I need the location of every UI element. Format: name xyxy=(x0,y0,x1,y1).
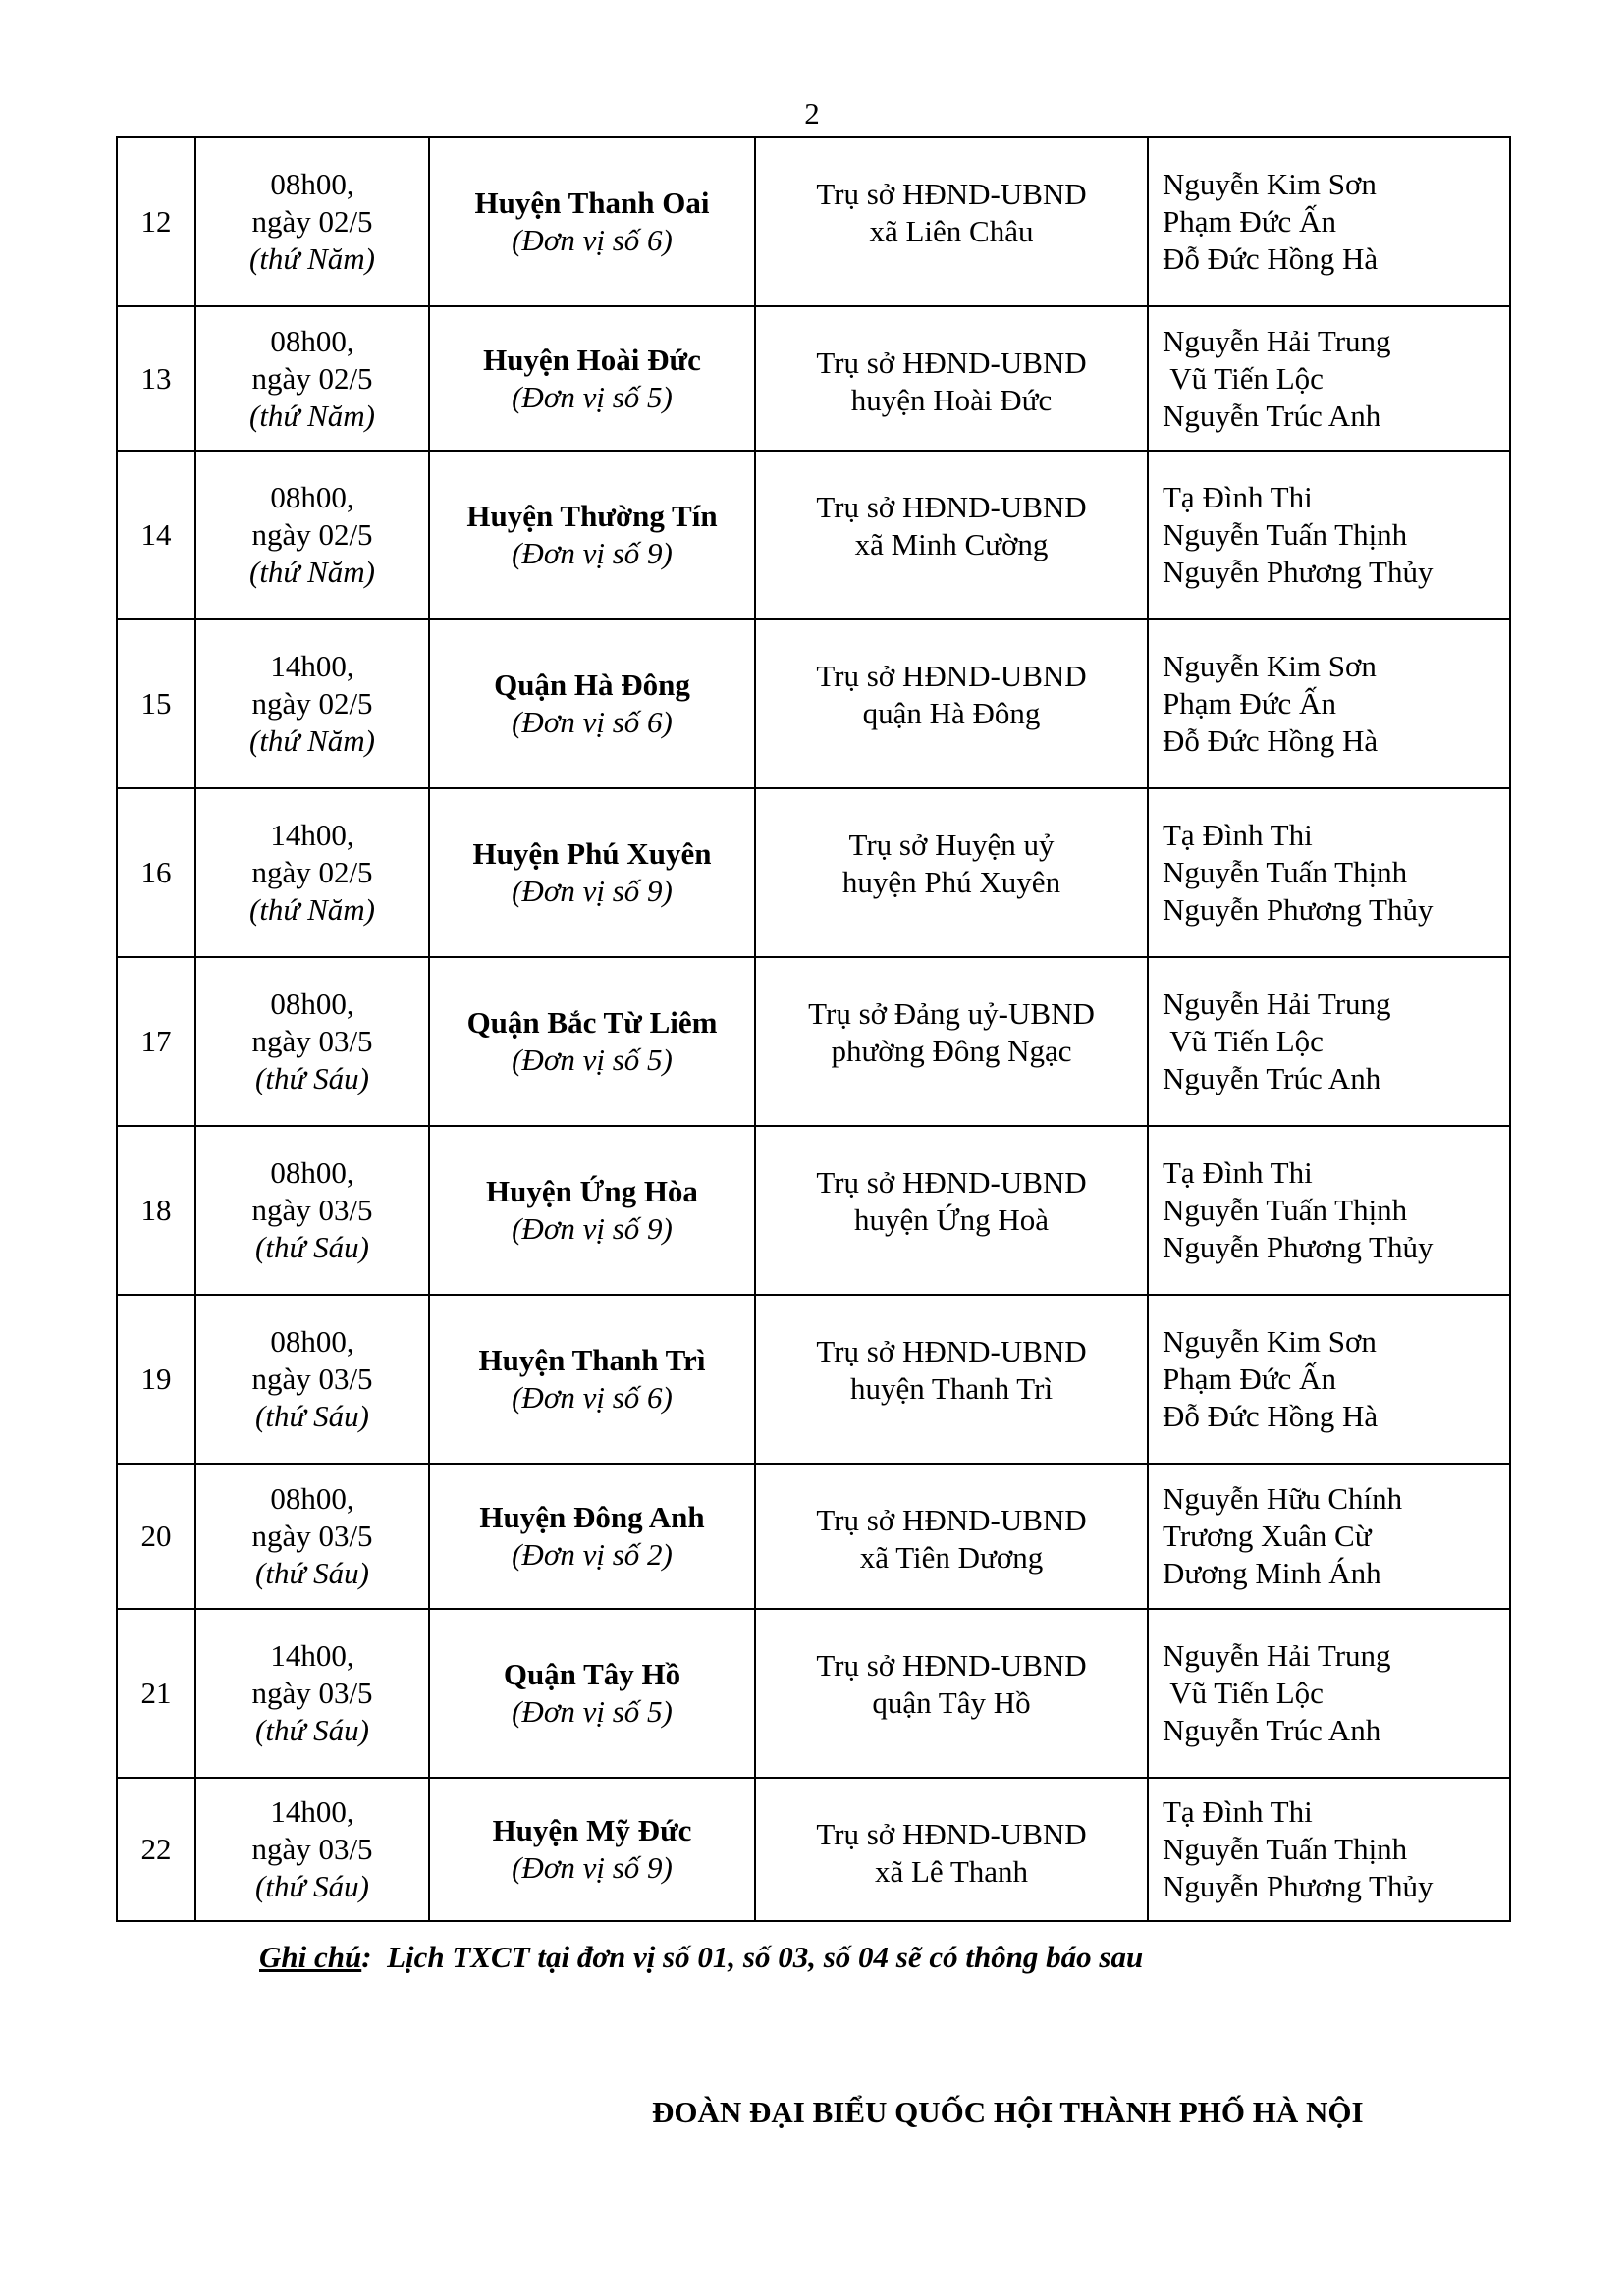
delegate-name: Tạ Đình Thi xyxy=(1163,1794,1313,1829)
time-text: 08h00, xyxy=(270,323,354,358)
time-cell xyxy=(195,957,429,1126)
unit-cell xyxy=(429,306,755,451)
weekday-text: (thứ Sáu) xyxy=(255,1713,369,1747)
page-number: 2 xyxy=(804,96,820,131)
place-line: huyện Ứng Hoà xyxy=(854,1202,1049,1237)
delegate-name: Nguyễn Hải Trung xyxy=(1163,323,1391,358)
unit-name: Huyện Ứng Hòa xyxy=(486,1174,698,1208)
time-cell xyxy=(195,1464,429,1609)
weekday-text: (thứ Năm) xyxy=(249,241,375,276)
delegate-name: Nguyễn Kim Sơn xyxy=(1163,1324,1377,1359)
unit-name: Quận Hà Đông xyxy=(494,667,690,702)
unit-cell xyxy=(429,619,755,788)
delegates-cell xyxy=(1148,1609,1510,1778)
unit-number: (Đơn vị số 6) xyxy=(512,223,673,257)
unit-number: (Đơn vị số 5) xyxy=(512,379,673,414)
delegates-cell xyxy=(1148,306,1510,451)
row-number-cell: 17 xyxy=(117,957,195,1126)
unit-name: Huyện Thanh Trì xyxy=(478,1343,706,1377)
table-row xyxy=(117,619,1510,788)
place-cell xyxy=(755,957,1148,1126)
row-number-cell: 14 xyxy=(117,451,195,619)
table-row xyxy=(117,1295,1510,1464)
row-number-cell: 22 xyxy=(117,1778,195,1921)
unit-number: (Đơn vị số 9) xyxy=(512,1211,673,1246)
delegates-cell xyxy=(1148,137,1510,306)
time-cell xyxy=(195,1778,429,1921)
time-text: 14h00, xyxy=(270,649,354,683)
unit-number: (Đơn vị số 9) xyxy=(512,1850,673,1885)
place-line: huyện Hoài Đức xyxy=(850,383,1053,417)
date-text: ngày 02/5 xyxy=(251,360,373,396)
place-line: phường Đông Ngạc xyxy=(831,1034,1072,1068)
time-text: 08h00, xyxy=(270,1324,354,1359)
weekday-text: (thứ Sáu) xyxy=(255,1556,369,1590)
place-cell xyxy=(755,306,1148,451)
weekday-text: (thứ Sáu) xyxy=(255,1869,369,1903)
unit-cell xyxy=(429,1778,755,1921)
unit-number: (Đơn vị số 5) xyxy=(512,1042,673,1077)
date-text: ngày 02/5 xyxy=(251,517,373,552)
time-cell xyxy=(195,137,429,306)
unit-number: (Đơn vị số 6) xyxy=(512,1380,673,1415)
unit-number: (Đơn vị số 9) xyxy=(512,874,673,908)
row-number-cell: 19 xyxy=(117,1295,195,1464)
time-text: 08h00, xyxy=(270,1155,354,1190)
delegate-name: Nguyễn Tuấn Thịnh xyxy=(1163,517,1408,552)
unit-cell xyxy=(429,1609,755,1778)
delegate-name: Nguyễn Hải Trung xyxy=(1163,1638,1391,1673)
row-number-cell: 20 xyxy=(117,1464,195,1609)
place-cell xyxy=(755,451,1148,619)
time-text: 14h00, xyxy=(270,1638,354,1673)
delegate-name: Nguyễn Phương Thủy xyxy=(1163,1230,1434,1264)
date-text: ngày 02/5 xyxy=(251,204,373,239)
delegates-cell xyxy=(1148,451,1510,619)
place-line: Trụ sở HĐND-UBND xyxy=(816,177,1087,211)
weekday-text: (thứ Sáu) xyxy=(255,1230,369,1264)
place-line: Trụ sở HĐND-UBND xyxy=(816,1503,1087,1537)
weekday-text: (thứ Sáu) xyxy=(255,1061,369,1095)
unit-cell xyxy=(429,1126,755,1295)
place-line: xã Liên Châu xyxy=(869,214,1034,248)
unit-cell xyxy=(429,788,755,957)
weekday-text: (thứ Năm) xyxy=(249,398,375,433)
delegates-cell xyxy=(1148,1126,1510,1295)
place-cell xyxy=(755,1295,1148,1464)
delegates-cell xyxy=(1148,788,1510,957)
time-text: 08h00, xyxy=(270,987,354,1021)
delegate-name: Đỗ Đức Hồng Hà xyxy=(1163,241,1379,276)
date-text: ngày 03/5 xyxy=(251,1676,373,1710)
delegate-name: Tạ Đình Thi xyxy=(1163,480,1313,514)
unit-name: Huyện Phú Xuyên xyxy=(472,836,712,871)
unit-cell xyxy=(429,137,755,306)
delegate-name: Nguyễn Kim Sơn xyxy=(1163,649,1377,683)
time-cell xyxy=(195,1295,429,1464)
unit-number: (Đơn vị số 9) xyxy=(512,536,673,570)
delegate-name: Dương Minh Ánh xyxy=(1163,1556,1381,1590)
footnote xyxy=(259,1940,1143,1975)
place-line: Trụ sở HĐND-UBND xyxy=(816,659,1087,693)
table-row xyxy=(117,451,1510,619)
delegate-name: Nguyễn Hải Trung xyxy=(1163,987,1391,1021)
row-number-cell: 15 xyxy=(117,619,195,788)
place-line: Trụ sở HĐND-UBND xyxy=(816,1648,1087,1682)
delegate-name: Nguyễn Kim Sơn xyxy=(1163,167,1377,201)
table-row xyxy=(117,306,1510,451)
delegates-cell xyxy=(1148,1295,1510,1464)
time-text: 08h00, xyxy=(270,480,354,514)
table-row xyxy=(117,1464,1510,1609)
time-cell xyxy=(195,1126,429,1295)
delegate-name: Nguyễn Tuấn Thịnh xyxy=(1163,855,1408,889)
unit-number: (Đơn vị số 6) xyxy=(512,705,673,739)
place-line: huyện Thanh Trì xyxy=(849,1371,1054,1406)
delegate-name: Nguyễn Phương Thủy xyxy=(1163,1869,1434,1903)
weekday-text: (thứ Năm) xyxy=(249,555,375,589)
place-line: Trụ sở HĐND-UBND xyxy=(816,490,1087,524)
weekday-text: (thứ Năm) xyxy=(249,723,375,758)
weekday-text: (thứ Sáu) xyxy=(255,1399,369,1433)
weekday-text: (thứ Năm) xyxy=(249,892,375,927)
place-cell xyxy=(755,788,1148,957)
place-line: Trụ sở Huyện uỷ xyxy=(848,828,1055,862)
delegate-name: Nguyễn Hữu Chính xyxy=(1163,1481,1403,1516)
place-line: quận Tây Hồ xyxy=(872,1685,1031,1720)
unit-name: Quận Tây Hồ xyxy=(503,1657,681,1691)
delegate-name: Phạm Đức Ấn xyxy=(1163,1362,1336,1396)
date-text: ngày 02/5 xyxy=(251,686,373,721)
delegate-name: Vũ Tiến Lộc xyxy=(1163,1024,1324,1058)
place-line: Trụ sở HĐND-UBND xyxy=(816,1165,1087,1200)
delegate-name: Nguyễn Trúc Anh xyxy=(1163,398,1381,433)
schedule-table xyxy=(116,136,1511,1922)
time-text: 14h00, xyxy=(270,818,354,852)
table-row xyxy=(117,137,1510,306)
unit-name: Huyện Mỹ Đức xyxy=(492,1813,692,1847)
row-number-cell: 18 xyxy=(117,1126,195,1295)
row-number-cell: 12 xyxy=(117,137,195,306)
place-line: xã Lê Thanh xyxy=(874,1854,1029,1889)
delegate-name: Tạ Đình Thi xyxy=(1163,1155,1313,1190)
delegate-name: Phạm Đức Ấn xyxy=(1163,686,1336,721)
date-text: ngày 03/5 xyxy=(251,1193,373,1227)
table-row xyxy=(117,1609,1510,1778)
place-cell xyxy=(755,1126,1148,1295)
date-text: ngày 03/5 xyxy=(251,1832,373,1866)
place-cell xyxy=(755,619,1148,788)
place-line: xã Minh Cường xyxy=(854,527,1049,561)
delegates-cell xyxy=(1148,1464,1510,1609)
place-cell xyxy=(755,1464,1148,1609)
time-text: 08h00, xyxy=(270,167,354,201)
unit-number: (Đơn vị số 2) xyxy=(512,1537,673,1572)
delegate-name: Nguyễn Tuấn Thịnh xyxy=(1163,1193,1408,1227)
delegate-name: Nguyễn Phương Thủy xyxy=(1163,555,1434,589)
organization-signature: ĐOÀN ĐẠI BIỂU QUỐC HỘI THÀNH PHỐ HÀ NỘI xyxy=(652,2095,1364,2129)
unit-number: (Đơn vị số 5) xyxy=(512,1694,673,1729)
delegate-name: Nguyễn Trúc Anh xyxy=(1163,1713,1381,1747)
place-cell xyxy=(755,1609,1148,1778)
delegate-name: Vũ Tiến Lộc xyxy=(1163,360,1324,396)
place-line: Trụ sở HĐND-UBND xyxy=(816,346,1087,380)
unit-cell xyxy=(429,1464,755,1609)
time-cell xyxy=(195,1609,429,1778)
table-row xyxy=(117,957,1510,1126)
unit-name: Quận Bắc Từ Liêm xyxy=(466,1005,718,1040)
time-text: 14h00, xyxy=(270,1794,354,1829)
table-row xyxy=(117,788,1510,957)
delegate-name: Đỗ Đức Hồng Hà xyxy=(1163,1399,1379,1433)
footnote-colon: : xyxy=(361,1940,388,1974)
row-number-cell: 21 xyxy=(117,1609,195,1778)
time-cell xyxy=(195,306,429,451)
table-row xyxy=(117,1778,1510,1921)
delegate-name: Nguyễn Trúc Anh xyxy=(1163,1061,1381,1095)
delegate-name: Tạ Đình Thi xyxy=(1163,818,1313,852)
place-line: quận Hà Đông xyxy=(862,696,1041,730)
place-line: Trụ sở HĐND-UBND xyxy=(816,1817,1087,1851)
place-cell xyxy=(755,137,1148,306)
time-cell xyxy=(195,788,429,957)
delegates-cell xyxy=(1148,619,1510,788)
unit-cell xyxy=(429,957,755,1126)
delegates-cell xyxy=(1148,957,1510,1126)
delegate-name: Vũ Tiến Lộc xyxy=(1163,1676,1324,1710)
place-line: huyện Phú Xuyên xyxy=(841,865,1061,899)
row-number-cell: 13 xyxy=(117,306,195,451)
place-line: xã Tiên Dương xyxy=(859,1540,1044,1575)
footnote-label: Ghi chú xyxy=(259,1940,362,1974)
footnote-text: Lịch TXCT tại đơn vị số 01, số 03, số 04 sẽ có thông báo sau xyxy=(387,1940,1144,1974)
delegate-name: Trương Xuân Cừ xyxy=(1163,1519,1372,1553)
delegate-name: Phạm Đức Ấn xyxy=(1163,204,1336,239)
place-line: Trụ sở HĐND-UBND xyxy=(816,1334,1087,1368)
time-cell xyxy=(195,619,429,788)
date-text: ngày 03/5 xyxy=(251,1519,373,1553)
unit-name: Huyện Thanh Oai xyxy=(474,186,710,220)
date-text: ngày 03/5 xyxy=(251,1024,373,1058)
place-cell xyxy=(755,1778,1148,1921)
delegate-name: Đỗ Đức Hồng Hà xyxy=(1163,723,1379,758)
unit-name: Huyện Hoài Đức xyxy=(483,342,701,377)
time-text: 08h00, xyxy=(270,1481,354,1516)
delegate-name: Nguyễn Tuấn Thịnh xyxy=(1163,1832,1408,1866)
delegate-name: Nguyễn Phương Thủy xyxy=(1163,892,1434,927)
delegates-cell xyxy=(1148,1778,1510,1921)
time-cell xyxy=(195,451,429,619)
table-row xyxy=(117,1126,1510,1295)
place-line: Trụ sở Đảng uỷ-UBND xyxy=(808,996,1095,1031)
unit-name: Huyện Đông Anh xyxy=(479,1500,705,1534)
schedule-table-body xyxy=(117,137,1510,1921)
date-text: ngày 02/5 xyxy=(251,855,373,889)
row-number-cell: 16 xyxy=(117,788,195,957)
unit-name: Huyện Thường Tín xyxy=(466,499,718,533)
unit-cell xyxy=(429,451,755,619)
unit-cell xyxy=(429,1295,755,1464)
date-text: ngày 03/5 xyxy=(251,1362,373,1396)
